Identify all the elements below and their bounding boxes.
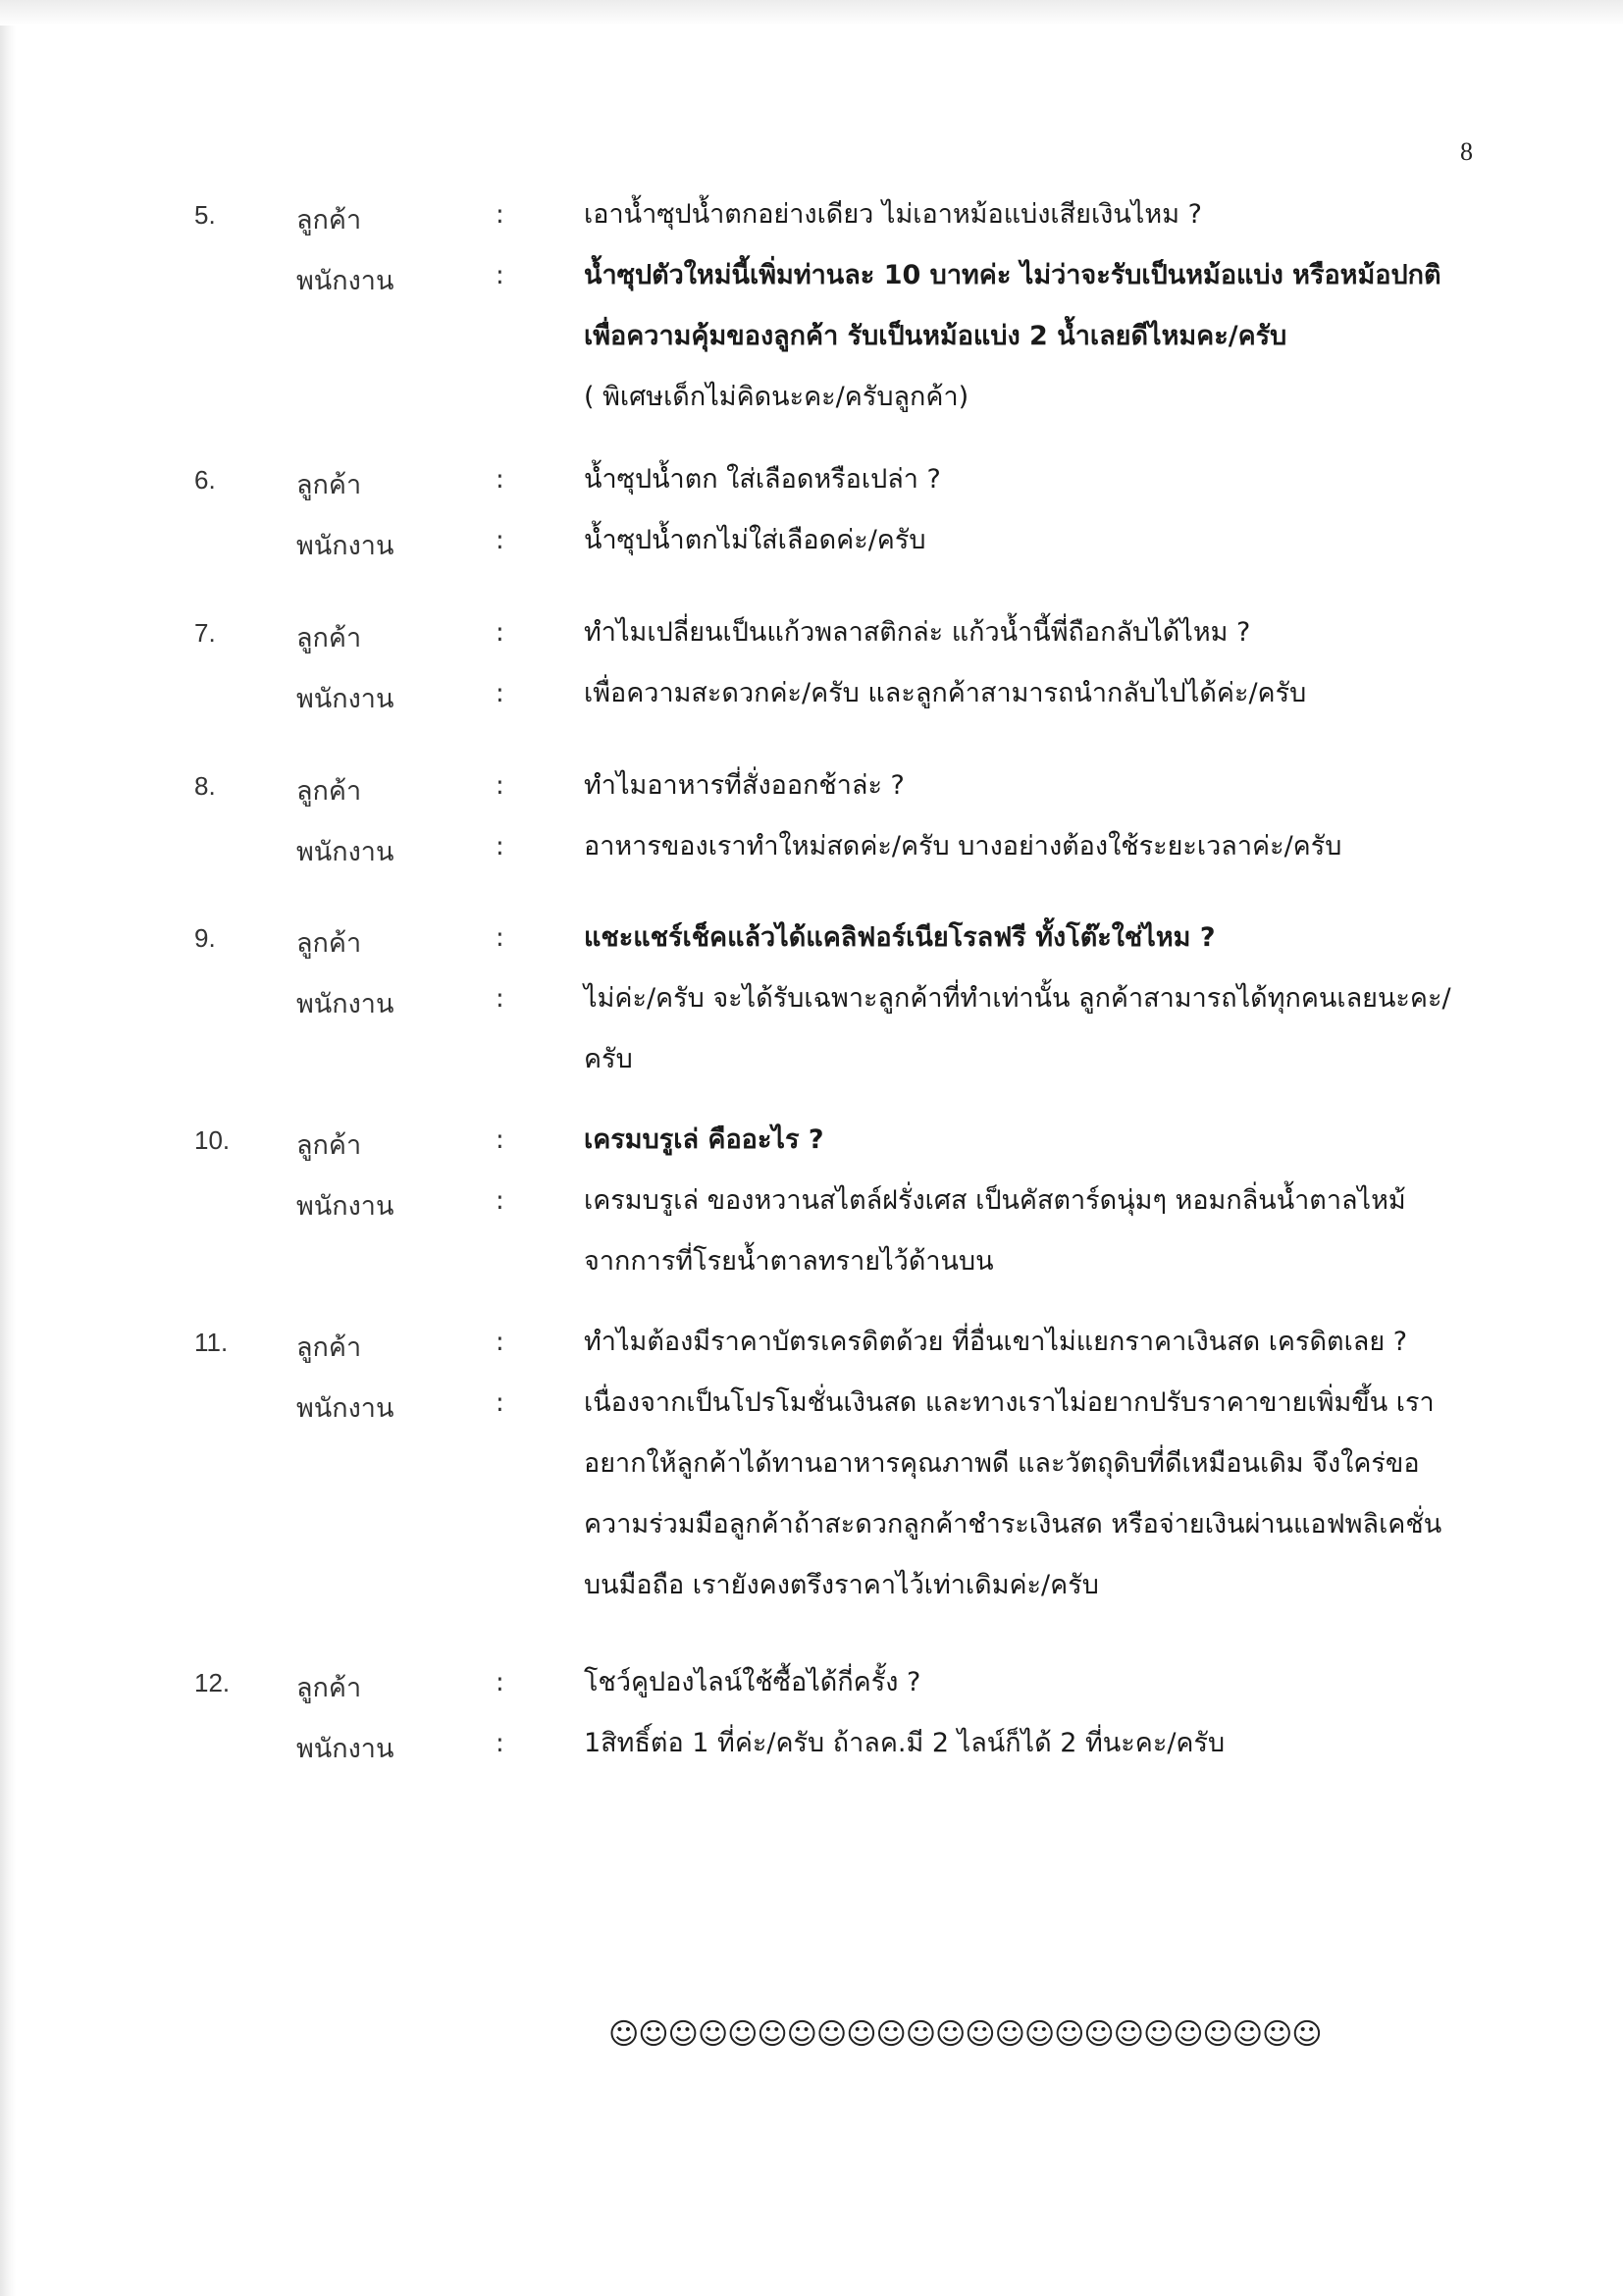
answer-line — [0, 1721, 1623, 1780]
customer-label: ลูกค้า — [296, 470, 362, 500]
customer-label: ลูกค้า — [296, 776, 362, 807]
question-line — [0, 763, 1623, 822]
separator: : — [496, 1328, 504, 1357]
question-text: ทำไมอาหารที่สั่งออกช้าล่ะ ? — [584, 770, 905, 801]
answer-text: ไม่ค่ะ/ครับ จะได้รับเฉพาะลูกค้าที่ทำเท่านั้น ลูกค้าสามารถได้ทุกคนเลยนะคะ/ — [584, 983, 1451, 1014]
answer-line — [0, 824, 1623, 883]
separator: : — [496, 771, 504, 801]
item-number: 8. — [194, 771, 216, 801]
staff-label: พนักงาน — [296, 1393, 394, 1424]
question-line — [0, 1118, 1623, 1176]
answer-text: ความร่วมมือลูกค้าถ้าสะดวกลูกค้าชำระเงินสด หรือจ่ายเงินผ่านแอฟพลิเคชั่น — [584, 1509, 1442, 1539]
question-text: เอาน้ำซุปน้ำตกอย่างเดียว ไม่เอาหม้อแบ่งเสียเงินไหม ? — [584, 199, 1202, 230]
separator: : — [496, 618, 504, 648]
customer-label: ลูกค้า — [296, 1130, 362, 1161]
answer-text: น้ำซุปน้ำตกไม่ใส่เลือดค่ะ/ครับ — [584, 525, 926, 555]
answer-text: เนื่องจากเป็นโปรโมชั่นเงินสด และทางเราไม่อยากปรับราคาขายเพิ่มขึ้น เรา — [584, 1387, 1435, 1418]
answer-text: อยากให้ลูกค้าได้ทานอาหารคุณภาพดี และวัตถุดิบที่ดีเหมือนเดิม จึงใคร่ขอ — [584, 1448, 1420, 1479]
scan-top-edge — [0, 0, 1623, 26]
separator: : — [496, 1125, 504, 1155]
separator: : — [496, 923, 504, 953]
separator: : — [496, 200, 504, 230]
item-number: 10. — [194, 1125, 231, 1155]
separator: : — [496, 1388, 504, 1418]
answer-text: จากการที่โรยน้ำตาลทรายไว้ด้านบน — [584, 1246, 994, 1277]
answer-line — [0, 1178, 1623, 1237]
answer-line — [0, 1502, 1623, 1561]
separator: : — [496, 1668, 504, 1697]
answer-text: น้ำซุปตัวใหม่นี้เพิ่มท่านละ 10 บาทค่ะ ไม่ว่าจะรับเป็นหม้อแบ่ง หรือหม้อปกติ — [584, 260, 1441, 290]
question-text: แชะแชร์เช็คแล้วได้แคลิฟอร์เนียโรลฟรี ทั้งโต๊ะใช่ไหม ? — [584, 922, 1216, 953]
answer-text: เพื่อความคุ้มของลูกค้า รับเป็นหม้อแบ่ง 2 น้ำเลยดีไหมคะ/ครับ — [584, 321, 1287, 351]
answer-line — [0, 518, 1623, 577]
question-text: โชว์คูปองไลน์ใช้ซื้อได้กี่ครั้ง ? — [584, 1667, 921, 1697]
answer-line — [0, 1441, 1623, 1500]
question-text: เครมบรูเล่ คืออะไร ? — [584, 1124, 824, 1155]
customer-label: ลูกค้า — [296, 1332, 362, 1363]
question-text: น้ำซุปน้ำตก ใส่เลือดหรือเปล่า ? — [584, 464, 941, 495]
separator: : — [496, 984, 504, 1014]
staff-label: พนักงาน — [296, 684, 394, 714]
question-line — [0, 915, 1623, 974]
item-number: 6. — [194, 465, 216, 495]
staff-label: พนักงาน — [296, 989, 394, 1019]
customer-label: ลูกค้า — [296, 928, 362, 959]
customer-label: ลูกค้า — [296, 623, 362, 653]
answer-text: ( พิเศษเด็กไม่คิดนะคะ/ครับลูกค้า) — [584, 382, 969, 412]
answer-line — [0, 253, 1623, 312]
staff-label: พนักงาน — [296, 531, 394, 561]
item-number: 5. — [194, 200, 216, 230]
separator: : — [496, 465, 504, 495]
separator: : — [496, 1186, 504, 1216]
answer-text: อาหารของเราทำใหม่สดค่ะ/ครับ บางอย่างต้องใช้ระยะเวลาค่ะ/ครับ — [584, 831, 1342, 861]
staff-label: พนักงาน — [296, 837, 394, 867]
item-number: 11. — [194, 1328, 229, 1357]
question-line — [0, 1320, 1623, 1379]
separator: : — [496, 261, 504, 290]
answer-line — [0, 1563, 1623, 1622]
footer-smiley-row: ☺☺☺☺☺☺☺☺☺☺☺☺☺☺☺☺☺☺☺☺☺☺☺☺ — [608, 2017, 1322, 2052]
question-line — [0, 192, 1623, 251]
question-text: ทำไมต้องมีราคาบัตรเครดิตด้วย ที่อื่นเขาไม่แยกราคาเงินสด เครดิตเลย ? — [584, 1327, 1408, 1357]
item-number: 9. — [194, 923, 216, 953]
answer-line — [0, 671, 1623, 730]
answer-line — [0, 1037, 1623, 1096]
answer-text: 1สิทธิ์ต่อ 1 ที่ค่ะ/ครับ ถ้าลค.มี 2 ไลน์ก็ได้ 2 ที่นะคะ/ครับ — [584, 1728, 1226, 1758]
customer-label: ลูกค้า — [296, 205, 362, 235]
staff-label: พนักงาน — [296, 266, 394, 296]
staff-label: พนักงาน — [296, 1191, 394, 1222]
answer-text: ครับ — [584, 1044, 633, 1074]
answer-line — [0, 1239, 1623, 1298]
separator: : — [496, 526, 504, 555]
answer-text: เครมบรูเล่ ของหวานสไตล์ฝรั่งเศส เป็นคัสตาร์ดนุ่มๆ หอมกลิ่นน้ำตาลไหม้ — [584, 1185, 1406, 1216]
separator: : — [496, 832, 504, 861]
question-line — [0, 1660, 1623, 1719]
answer-text: บนมือถือ เรายังคงตรึงราคาไว้เท่าเดิมค่ะ/ครับ — [584, 1570, 1099, 1600]
page-number: 8 — [1460, 137, 1473, 166]
separator: : — [496, 679, 504, 708]
answer-line — [0, 1381, 1623, 1439]
answer-text: เพื่อความสะดวกค่ะ/ครับ และลูกค้าสามารถนำกลับไปได้ค่ะ/ครับ — [584, 678, 1307, 708]
answer-line — [0, 314, 1623, 373]
answer-line — [0, 375, 1623, 434]
item-number: 12. — [194, 1668, 231, 1697]
item-number: 7. — [194, 618, 216, 648]
staff-label: พนักงาน — [296, 1734, 394, 1764]
question-line — [0, 457, 1623, 516]
customer-label: ลูกค้า — [296, 1673, 362, 1703]
answer-line — [0, 976, 1623, 1035]
question-text: ทำไมเปลี่ยนเป็นแก้วพลาสติกล่ะ แก้วน้ำนี้พี่ถือกลับได้ไหม ? — [584, 617, 1251, 648]
question-line — [0, 610, 1623, 669]
separator: : — [496, 1729, 504, 1758]
